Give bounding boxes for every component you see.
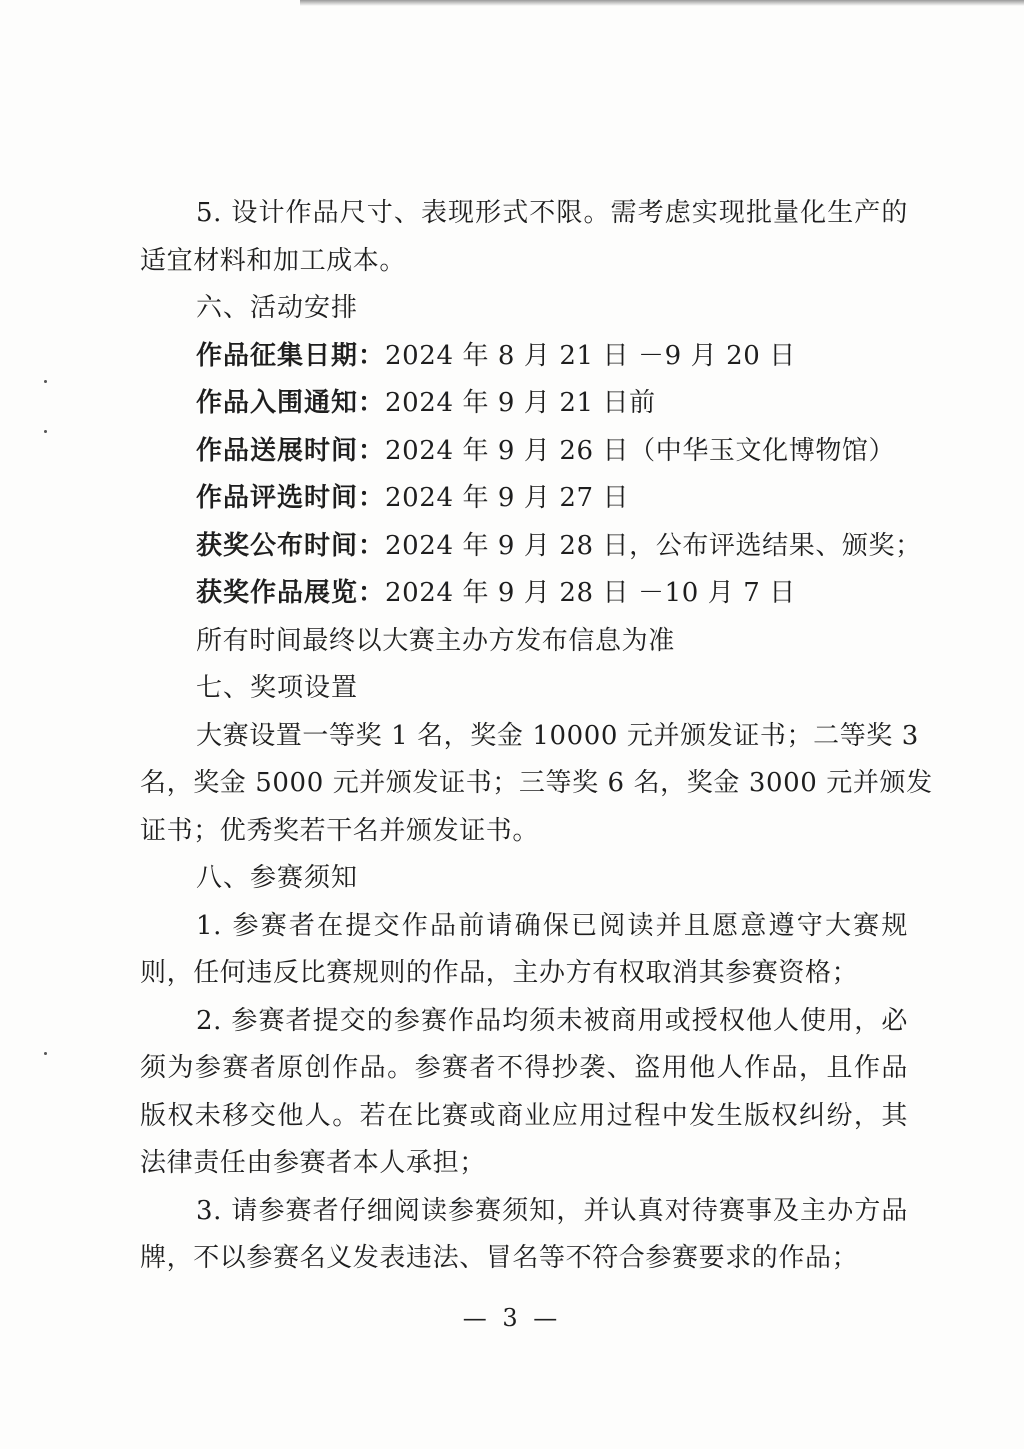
schedule-value: 2024 年 9 月 21 日前 — [385, 388, 656, 418]
awards-line3: 证书；优秀奖若干名并颁发证书。 — [140, 815, 540, 846]
schedule-value: 2024 年 9 月 28 日 －10 月 7 日 — [385, 578, 796, 608]
schedule-row — [140, 333, 908, 381]
document-body — [140, 190, 933, 1283]
section7-heading: 七、奖项设置 — [196, 673, 359, 703]
schedule-row — [140, 380, 908, 428]
scan-top-edge — [300, 0, 1024, 6]
margin-mark — [44, 1052, 47, 1055]
schedule-row — [140, 570, 908, 618]
schedule-label: 作品征集日期： — [196, 340, 386, 371]
awards-line1: 大赛设置一等奖 1 名，奖金 10000 元并颁发证书；二等奖 3 — [196, 720, 919, 751]
schedule-note: 所有时间最终以大赛主办方发布信息为准 — [196, 625, 675, 656]
section6-heading: 六、活动安排 — [196, 293, 359, 323]
schedule-label: 获奖公布时间： — [196, 530, 386, 561]
rule2-line3: 版权未移交他人。若在比赛或商业应用过程中发生版权纠纷，其 — [140, 1100, 908, 1131]
rule1-line1: 1. 参赛者在提交作品前请确保已阅读并且愿意遵守大赛规 — [196, 910, 908, 941]
schedule-label: 作品入围通知： — [196, 388, 386, 418]
schedule-row — [140, 475, 908, 523]
schedule-row — [140, 428, 908, 476]
awards-line2: 名，奖金 5000 元并颁发证书；三等奖 6 名，奖金 3000 元并颁发 — [140, 768, 933, 798]
schedule-value: 2024 年 9 月 27 日 — [385, 483, 630, 513]
item5-line2: 适宜材料和加工成本。 — [140, 245, 407, 276]
rule2-line1: 2. 参赛者提交的参赛作品均须未被商用或授权他人使用，必 — [196, 1005, 908, 1036]
rule1-line2: 则，任何违反比赛规则的作品，主办方有权取消其参赛资格； — [140, 958, 859, 988]
schedule-label: 获奖作品展览： — [196, 578, 386, 608]
schedule-label: 作品送展时间： — [196, 435, 386, 466]
rule3-line2: 牌，不以参赛名义发表违法、冒名等不符合参赛要求的作品； — [140, 1243, 859, 1273]
page-number: — 3 — — [462, 1304, 562, 1332]
rule2-line4: 法律责任由参赛者本人承担； — [140, 1148, 486, 1178]
rule3-line1: 3. 请参赛者仔细阅读参赛须知，并认真对待赛事及主办方品 — [196, 1195, 908, 1226]
schedule-label: 作品评选时间： — [196, 483, 386, 513]
margin-mark — [44, 430, 47, 433]
schedule-value: 2024 年 9 月 28 日，公布评选结果、颁奖； — [385, 530, 922, 561]
item5-line1: 5. 设计作品尺寸、表现形式不限。需考虑实现批量化生产的 — [196, 198, 908, 228]
schedule-value: 2024 年 8 月 21 日 －9 月 20 日 — [385, 340, 796, 371]
schedule-row — [140, 523, 922, 571]
rule2-line2: 须为参赛者原创作品。参赛者不得抄袭、盗用他人作品，且作品 — [140, 1053, 908, 1083]
margin-mark — [44, 380, 47, 383]
schedule-value: 2024 年 9 月 26 日（中华玉文化博物馆） — [385, 435, 896, 466]
section8-heading: 八、参赛须知 — [196, 863, 359, 893]
